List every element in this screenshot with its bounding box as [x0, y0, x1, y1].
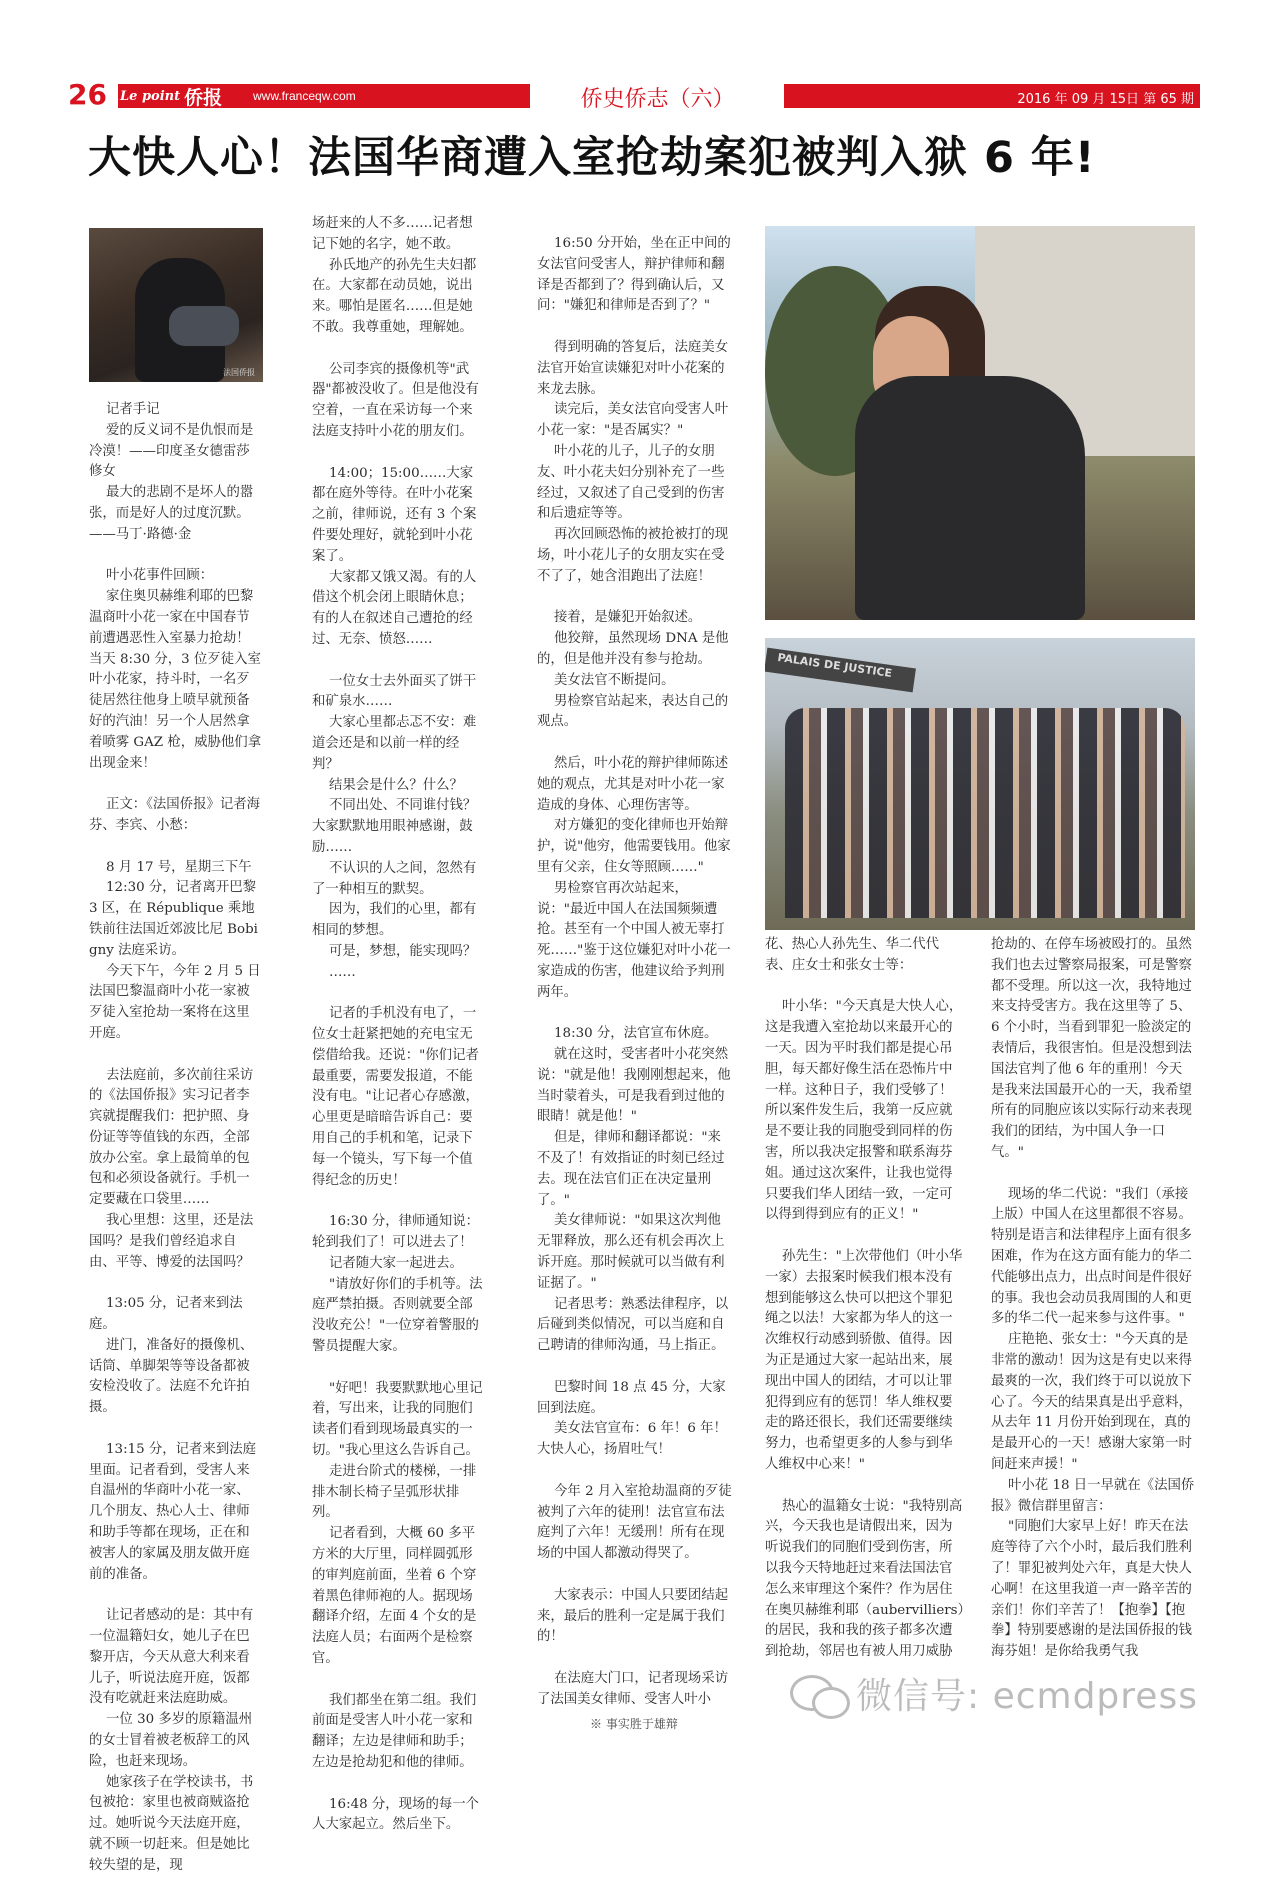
- article-column-2: 场赶来的人不多……记者想记下她的名字，她不敢。 孙氏地产的孙先生夫妇都在。大家都在动员她，说出来。哪怕是匿名……但是她不敢。我尊重她，理解她。 公司李宾的摄像机等"武器"都被没收了。但是他没有空着，一直在采访每一个来法庭支持叶小花的朋友们。 14:00；15:00……大家都在庭外等待。在叶小花案之前，律师说，还有 3 个案件要处理好，就轮到叶小花案了。 大家都又饿又渴。有的人借这个机会闭上眼睛休息；有的人在叙述自己遭抢的经过、无奈、愤怒…… 一位女士去外面买了饼干和矿泉水…… 大家心里都忐忑不安：难道会还是和以前一样的经判？ 结果会是什么？什么？ 不同出处、不同谁付钱？大家默默地用眼神感谢，鼓励…… 不认识的人之间，忽然有了一种相互的默契。 因为，我们的心里，都有相同的梦想。 可是，梦想，能实现吗？ …… 记者的手机没有电了，一位女士赶紧把她的充电宝无偿借给我。还说："你们记者最重要，需要发报道，不能没有电。"让记者心存感激，心里更是暗暗告诉自己：要用自己的手机和笔，记录下每一个镜头，写下每一个值得纪念的历史！ 16:30 分，律师通知说：轮到我们了！可以进去了！ 记者随大家一起进去。 "请放好你们的手机等。法庭严禁拍摄。否则就要全部没收充公！"一位穿着警服的警员提醒大家。 "好吧！我要默默地心里记着，写出来，让我的同胞们读者们看到现场最真实的一切。"我心里这么告诉自己。 走进台阶式的楼梯，一排排木制长椅子呈弧形状排列。 记者看到，大概 60 多平方米的大厅里，同样圆弧形的审判庭前面，坐着 6 个穿着黑色律师袍的人。据现场翻译介绍，左面 4 个女的是法庭人员；右面两个是检察官。 我们都坐在第二组。我们前面是受害人叶小花一家和翻译；左边是律师和助手；左边是抢劫犯和他的律师。 16:48 分，现场的每一个人大家起立。然后坐下。: [312, 216, 483, 1833]
- arm-sling: [169, 306, 239, 346]
- logo-brand: Le point: [120, 88, 181, 104]
- wechat-icon: [790, 1671, 850, 1717]
- page-number: 26: [68, 78, 107, 111]
- photo-group-people: [785, 708, 1185, 918]
- logo-title: 侨报: [184, 86, 223, 109]
- footnote: ※ 事实胜于雄辩: [590, 1717, 678, 1731]
- newspaper-logo: [120, 85, 222, 107]
- website-url: www.franceqw.com: [253, 89, 356, 103]
- photo-embrace: [855, 376, 1085, 620]
- photo-watermark: 法国侨报: [223, 368, 255, 377]
- photo-hug: [765, 226, 1195, 620]
- article-column-4: 花、热心人孙先生、华二代代表、庄女士和张女士等： 叶小华："今天真是大快人心，这是我遭入室抢劫以来最开心的一天。因为平时我们都是提心吊胆，每天都好像生活在恐怖片中一样。这种日子，我们受够了！所以案件发生后，我第一反应就是不要让我的同胞受到同样的伤害，所以我决定报警和联系海芬姐。通过这次案件，让我也觉得只要我们华人团结一致，一定可以得到得到应有的正义！" 孙先生："上次带他们（叶小华一家）去报案时候我们根本没有想到能够这么快可以把这个罪犯绳之以法！大家都为华人的这一次维权行动感到骄傲、值得。因为正是通过大家一起站出来，展现出中国人的团结，才可以让罪犯得到应有的惩罚！华人维权要走的路还很长，我们还需要继续努力，也希望更多的人参与到华人维权中心来！" 热心的温籍女士说："我特别高兴，今天我也是请假出来，因为听说我们的同胞们受到伤害，所以我今天特地赶过来看法国法官怎么来审理这个案件？作为居住在奥贝赫维利耶（aubervilliers）的居民，我和我的孩子都多次遭到抢劫，邻居也有被人用刀威胁: [765, 937, 965, 1660]
- photo-injured-man: [89, 228, 263, 382]
- issue-date: 2016 年 09 月 15日 第 65 期: [1017, 92, 1194, 107]
- wechat-watermark: [790, 1668, 1198, 1719]
- wechat-id: 微信号: ecmdpress: [856, 1676, 1198, 1717]
- article-column-3: 16:50 分开始，坐在正中间的女法官问受害人，辩护律师和翻译是否都到了？得到确认后，又问："嫌犯和律师是否到了？" 得到明确的答复后，法庭美女法官开始宣读嫌犯对叶小花案的来龙去脉。 读完后，美女法官向受害人叶小花一家："是否属实？" 叶小花的儿子，儿子的女朋友、叶小花夫妇分别补充了一些经过，又叙述了自己受到的伤害和后遗症等等。 再次回顾恐怖的被抢被打的现场，叶小花儿子的女朋友实在受不了了，她含泪跑出了法庭！ 接着，是嫌犯开始叙述。 他狡辩，虽然现场 DNA 是他的，但是他并没有参与抢劫。 美女法官不断提问。 男检察官站起来，表达自己的观点。 然后，叶小花的辩护律师陈述她的观点，尤其是对叶小花一家造成的身体、心理伤害等。 对方嫌犯的变化律师也开始辩护，说"他穷，他需要钱用。他家里有父亲，住女等照顾……" 男检察官再次站起来，说："最近中国人在法国频频遭抢。甚至有一个中国人被无辜打死……"鉴于这位嫌犯对叶小花一家造成的伤害，他建议给予判刑两年。 18:30 分，法官宣布休庭。 就在这时，受害者叶小花突然说："就是他！我刚刚想起来，他当时蒙着头，可是我看到过他的眼睛！就是他！" 但是，律师和翻译都说："来不及了！有效指证的时刻已经过去。现在法官们正在决定量刑了。" 美女律师说："如果这次判他无罪释放，那么还有机会再次上诉开庭。那时候就可以当做有利证据了。" 记者思考：熟悉法律程序，以后碰到类似情况，可以当庭和自己聘请的律师沟通，马上指正。 巴黎时间 18 点 45 分，大家回到法庭。 美女法官宣布：6 年！6 年！大快人心，扬眉吐气！ 今年 2 月入室抢劫温商的歹徒被判了六年的徒刑！法官宣布法庭判了六年！无缓刑！所有在现场的中国人都激动得哭了。 大家表示：中国人只要团结起来，最后的胜利一定是属于我们的！ 在法庭大门口，记者现场采访了法国美女律师、受害人叶小: [537, 236, 732, 1707]
- headline: 大快人心！法国华商遭入室抢劫案犯被判入狱 6 年!: [88, 133, 1096, 183]
- courthouse-sign-text: PALAIS DE JUSTICE: [776, 651, 893, 680]
- photo-group-courthouse: [765, 638, 1195, 930]
- section-title: 侨史侨志（六）: [580, 87, 735, 112]
- article-column-1: 记者手记 爱的反义词不是仇恨而是冷漠！——印度圣女德雷莎修女 最大的悲剧不是坏人的嚣张，而是好人的过度沉默。——马丁·路德·金 叶小花事件回顾： 家住奥贝赫维利耶的巴黎温商叶小花一家在中国春节前遭遇恶性入室暴力抢劫！当天 8:30 分，3 位歹徒入室叶小花家，持斗时，一名歹徒居然往他身上喷早就预备好的汽油！另一个人居然拿着喷雾 GAZ 枪，威胁他们拿出现金来！ 正文：《法国侨报》记者海芬、李宾、小愁： 8 月 17 号，星期三下午 12:30 分，记者离开巴黎 3 区，在 République 乘地铁前往法国近郊波比尼 Bobigny 法庭采访。 今天下午，今年 2 月 5 日法国巴黎温商叶小花一家被歹徒入室抢劫一案将在这里开庭。 去法庭前，多次前往采访的《法国侨报》实习记者李宾就提醒我们：把护照、身份证等等值钱的东西，全部放办公室。拿上最简单的包包和必须设备就行。手机一定要藏在口袋里…… 我心里想：这里，还是法国吗？是我们曾经追求自由、平等、博爱的法国吗？ 13:05 分，记者来到法庭。 进门，准备好的摄像机、话筒、单脚架等等设备都被安检没收了。法庭不允许拍摄。 13:15 分，记者来到法庭里面。记者看到，受害人来自温州的华商叶小花一家、几个朋友、热心人士、律师和助手等都在现场，正在和被害人的家属及朋友做开庭前的准备。 让记者感动的是：其中有一位温籍妇女，她儿子在巴黎开店，今天从意大利来看儿子，听说法庭开庭，饭都没有吃就赶来法庭助威。 一位 30 多岁的原籍温州的女士冒着被老板辞工的风险，也赶来现场。 她家孩子在学校读书，书包被抢：家里也被商贼盗抢过。她听说今天法庭开庭，就不顾一切赶来。但是她比较失望的是，现: [89, 402, 262, 1873]
- article-column-5: 抢劫的、在停车场被殴打的。虽然我们也去过警察局报案，可是警察都不受理。所以这一次，我特地过来支持受害方。我在这里等了 5、6 个小时，当看到罪犯一脸淡定的表情后，我很害怕。但是没想到法国法官判了他 6 年的重刑！今天是我来法国最开心的一天，我希望所有的同胞应该以实际行动来表现我们的团结，为中国人争一口气。" 现场的华二代说："我们（承接上版）中国人在这里都很不容易。特别是语言和法律程序上面有很多困难，作为在这方面有能力的华二代能够出点力，出点时间是件很好的事。我也会动员我周围的人和更多的华二代一起来参与这件事。" 庄艳艳、张女士："今天真的是非常的激动！因为这是有史以来得最爽的一次，我们终于可以说放下心了。今天的结果真是出乎意料，从去年 11 月份开始到现在，真的是最开心的一天！感谢大家第一时间赶来声援！" 叶小花 18 日一早就在《法国侨报》微信群里留言： "同胞们大家早上好！昨天在法庭等待了六个小时，最后我们胜利了！罪犯被判处六年，真是大快人心啊！在这里我道一声一路辛苦的亲们！你们辛苦了！【抱拳】【抱拳】特别要感谢的是法国侨报的钱海芬姐！是你给我勇气我: [991, 937, 1195, 1660]
